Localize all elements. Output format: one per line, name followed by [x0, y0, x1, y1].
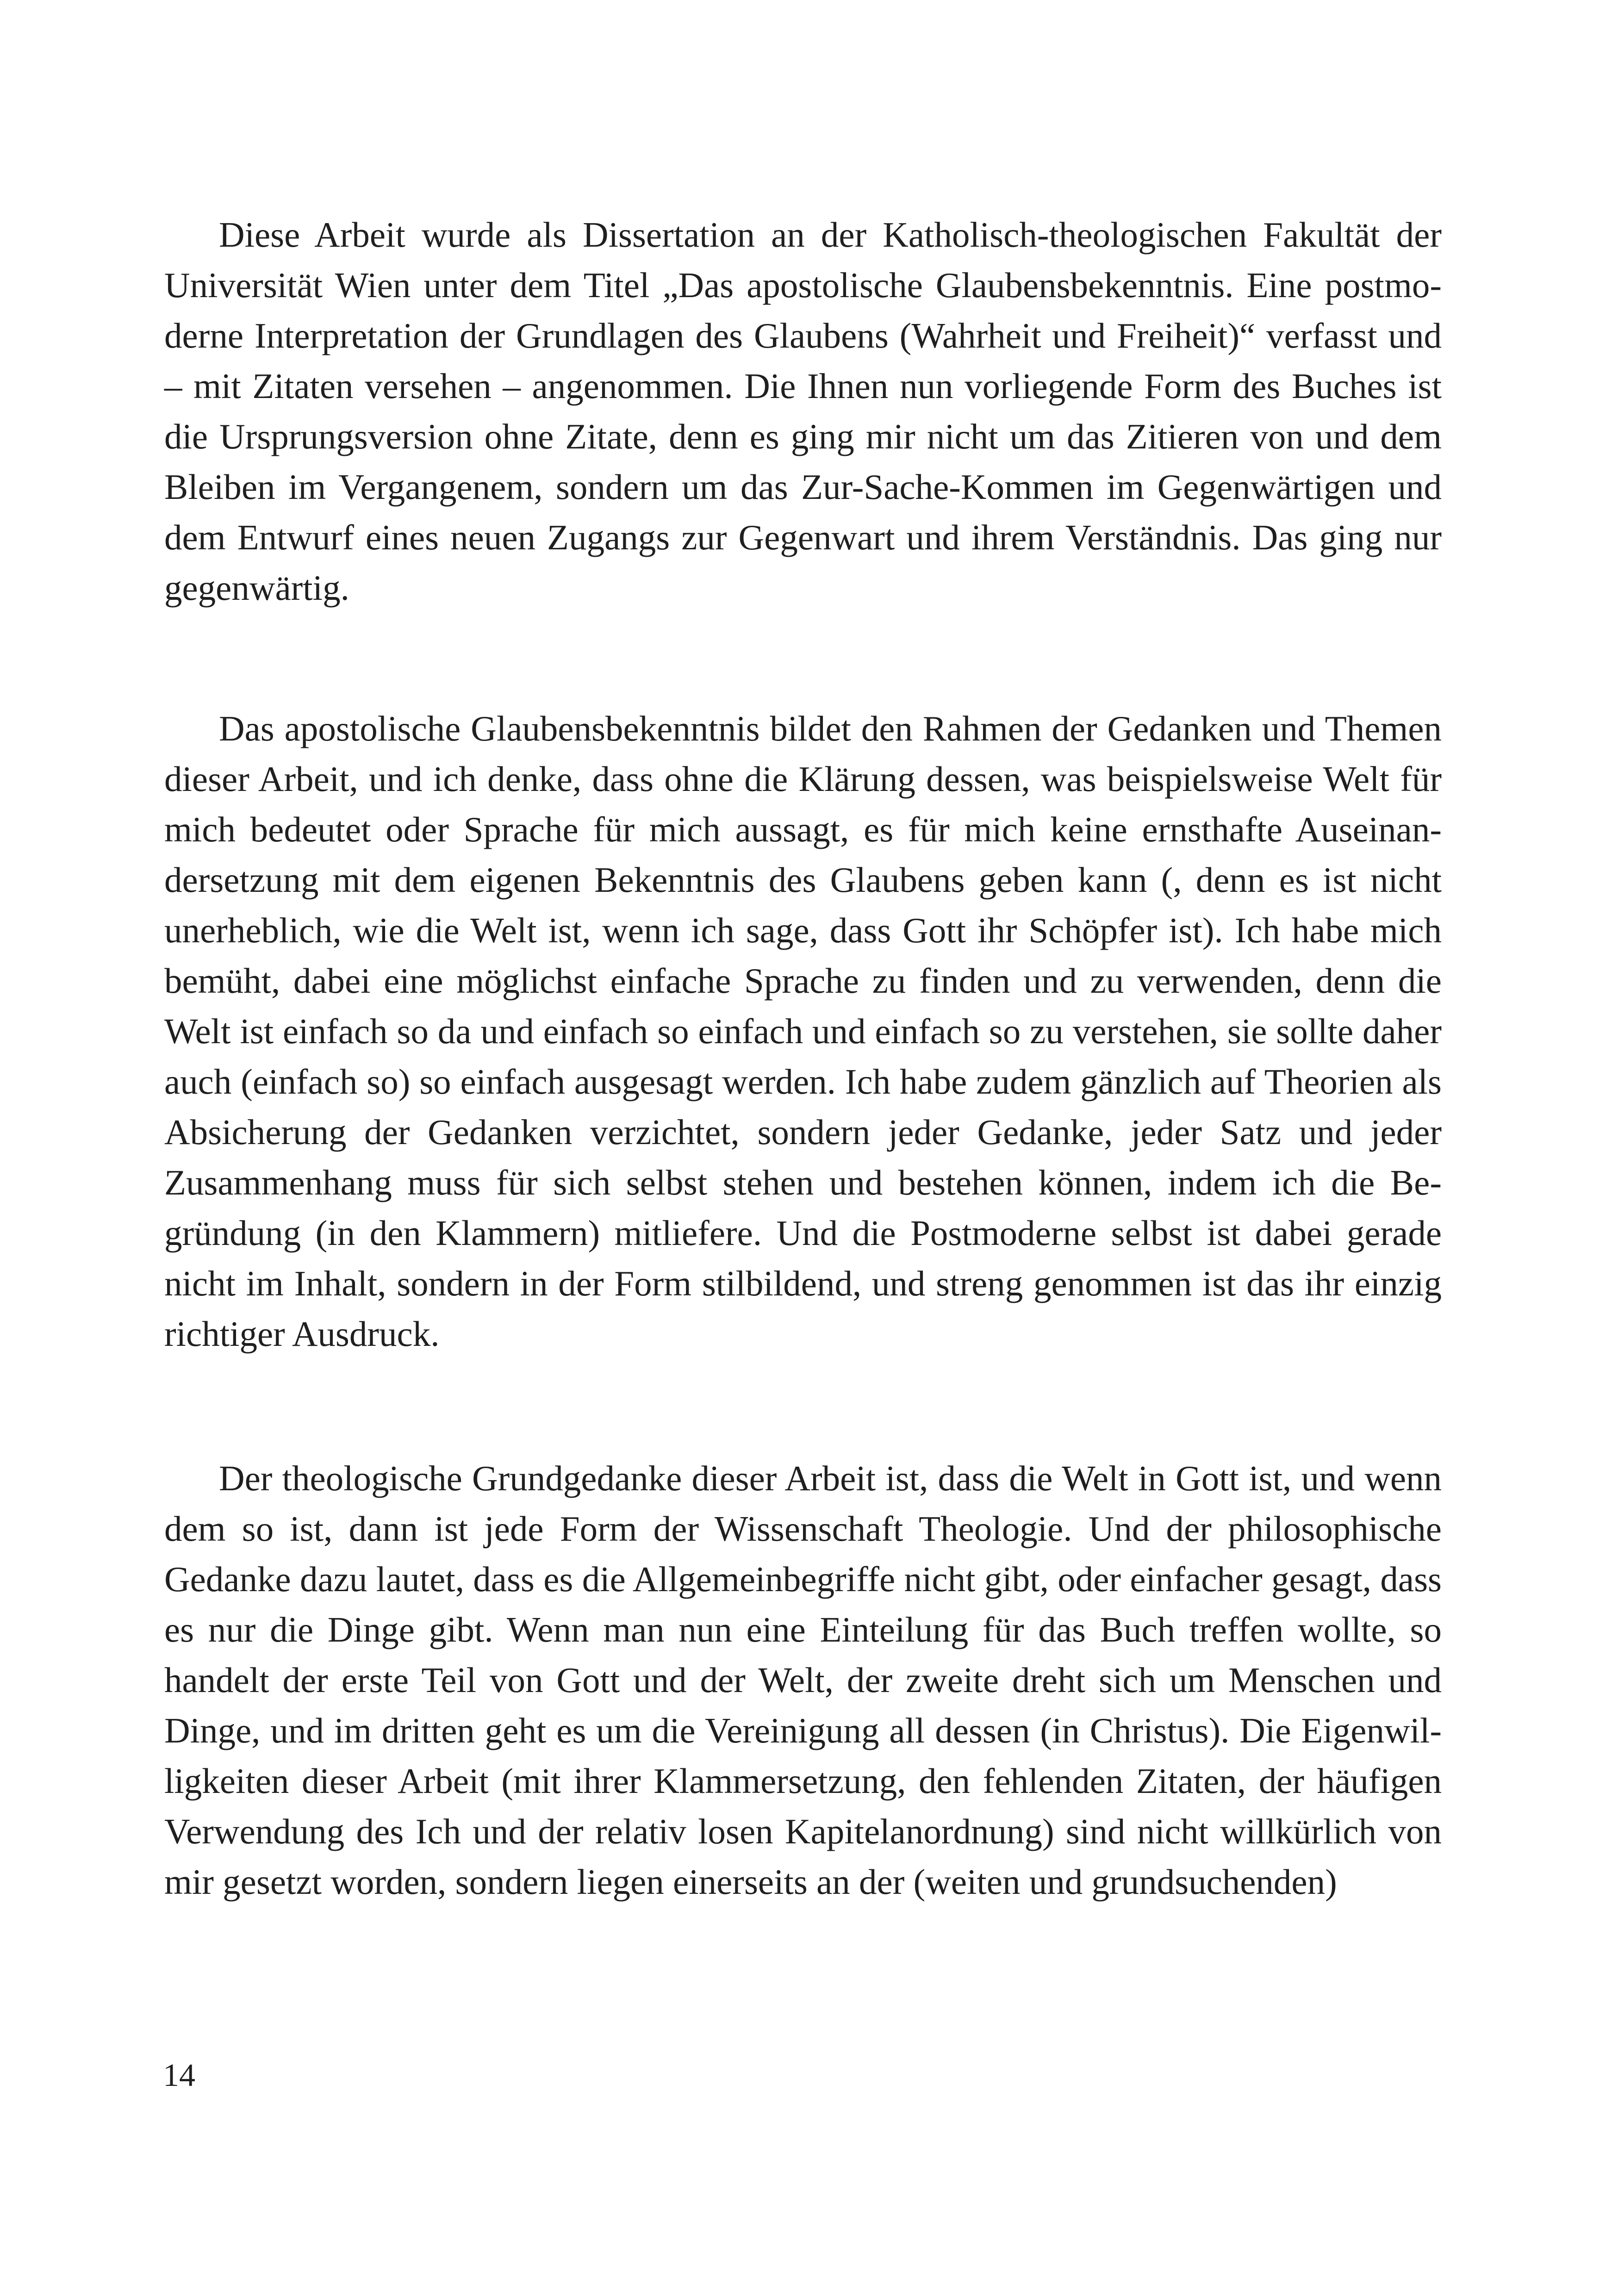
paragraph-1-text: Diese Arbeit wurde als Dissertation an der Katholisch-theologischen Fakultät der Universität Wien unter dem Titel „Das apostolische Glaubensbekenntnis. Eine postmoderne Interpretation der Grundlagen des Glaubens (Wahrheit und Freiheit)“ verfasst und – mit Zitaten versehen – angenommen. Die Ihnen nun vorliegende Form des Buches ist die Ursprungsversion ohne Zitate, denn es ging mir nicht um das Zitieren von und dem Bleiben im Vergangenem, sondern um das Zur-Sache-Kommen im Gegenwärtigen und dem Entwurf eines neuen Zugangs zur Gegenwart und ihrem Verständnis. Das ging nur gegenwärtig.	[164, 215, 1442, 608]
page-number: 14	[163, 2058, 195, 2093]
paragraph-2	[164, 703, 1442, 1359]
paragraph-3-text: Der theologische Grundgedanke dieser Arbeit ist, dass die Welt in Gott ist, und wenn dem so ist, dann ist jede Form der Wissenschaft Theologie. Und der philosophische Gedanke dazu lautet, dass es die Allgemeinbegriffe nicht gibt, oder einfacher gesagt, dass es nur die Dinge gibt. Wenn man nun eine Einteilung für das Buch treffen wollte, so handelt der erste Teil von Gott und der Welt, der zweite dreht sich um Menschen und Dinge, und im dritten geht es um die Vereinigung all dessen (in Christus). Die Eigenwilligkeiten dieser Arbeit (mit ihrer Klammersetzung, den fehlenden Zitaten, der häufigen Verwendung des Ich und der relativ losen Kapitelanordnung) sind nicht willkürlich von mir gesetzt worden, sondern liegen einerseits an der (weiten und grundsuchenden)	[164, 1458, 1442, 1902]
paragraph-3	[164, 1453, 1442, 1907]
paragraph-2-text: Das apostolische Glaubensbekenntnis bildet den Rahmen der Gedanken und Themen dieser Arbeit, und ich denke, dass ohne die Klärung dessen, was beispielsweise Welt für mich bedeutet oder Sprache für mich aussagt, es für mich keine ernsthafte Auseinandersetzung mit dem eigenen Bekenntnis des Glaubens geben kann (, denn es ist nicht unerheblich, wie die Welt ist, wenn ich sage, dass Gott ihr Schöpfer ist). Ich habe mich bemüht, dabei eine möglichst einfache Sprache zu finden und zu verwenden, denn die Welt ist einfach so da und einfach so einfach und einfach so zu verstehen, sie sollte daher auch (einfach so) so einfach ausgesagt werden. Ich habe zudem gänzlich auf Theorien als Absicherung der Gedanken verzichtet, sondern jeder Gedanke, jeder Satz und jeder Zusammenhang muss für sich selbst stehen und bestehen können, indem ich die Begründung (in den Klammern) mitliefere. Und die Postmoderne selbst ist dabei gerade nicht im Inhalt, sondern in der Form stilbildend, und streng genommen ist das ihr einzig richtiger Ausdruck.	[164, 709, 1442, 1354]
paragraph-1	[164, 210, 1442, 613]
